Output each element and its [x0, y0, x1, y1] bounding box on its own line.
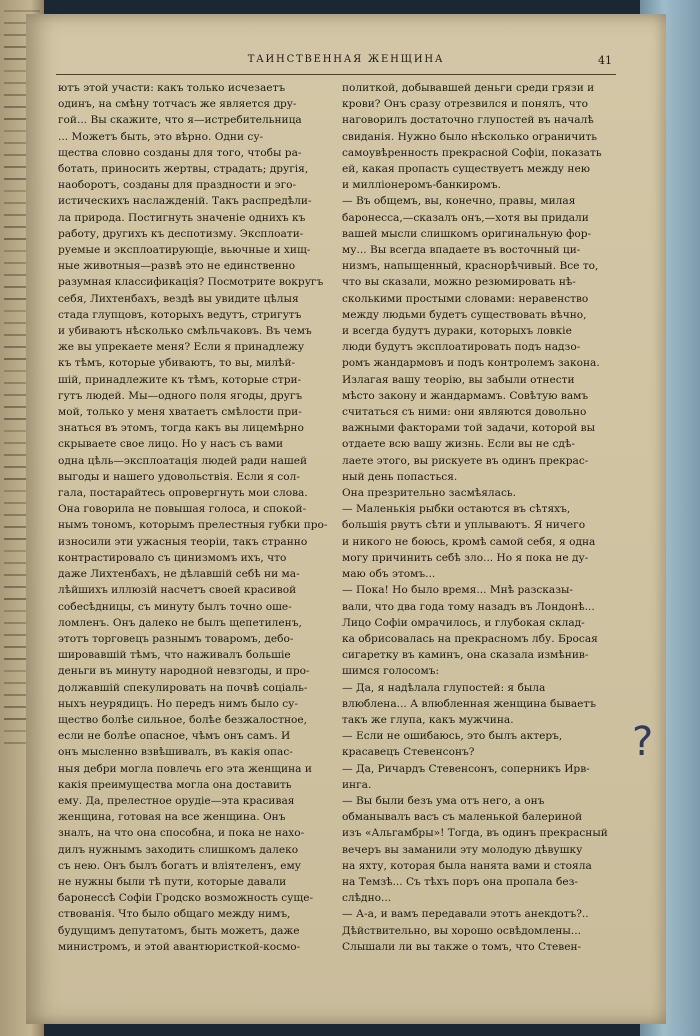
text-line: сигаретку въ каминъ, она сказала измѣнив- — [342, 649, 589, 662]
text-line: ствованія. Что было общаго между нимъ, — [58, 908, 291, 921]
text-line: не нужны были тѣ пути, которые давали — [58, 875, 287, 888]
text-line: му... Вы всегда впадаете въ восточный ци- — [342, 244, 581, 257]
text-line: вечеръ вы заманили эту молодую дѣвушку — [342, 843, 583, 856]
text-line: щества словно созданы для того, чтобы ра- — [58, 146, 302, 159]
text-line: Излагая вашу теорію, вы забыли отнести — [342, 373, 575, 386]
text-line: мой, только у меня хватаетъ смѣлости при- — [58, 406, 302, 419]
text-line: собесѣдницы, съ минуту былъ точно оше- — [58, 600, 292, 613]
text-line: Лицо Софіи омрачилось, и глубокая склад- — [342, 616, 585, 629]
text-line: работу, другихъ къ деспотизму. Эксплоати- — [58, 227, 304, 240]
text-line: гала, постарайтесь опровергнуть мои слова. — [58, 487, 308, 500]
text-line: низмъ, напыщенный, краснорѣчивый. Все то, — [342, 260, 599, 273]
text-line: если не болѣе опасное, чѣмъ онъ самъ. И — [58, 730, 291, 743]
text-line: одинъ, на смѣну тотчасъ же является дру- — [58, 98, 297, 111]
text-line: люди будутъ эксплоатировать подъ надзо- — [342, 341, 581, 354]
text-line: ныя дебри могла повлечь его эта женщина и — [58, 762, 312, 775]
text-line: Она презрительно засмѣялась. — [342, 487, 517, 500]
text-line: стада глупцовъ, которыхъ ведутъ, стригутъ — [58, 308, 302, 321]
text-line: же вы упрекаете меня? Если я принадлежу — [58, 341, 305, 354]
text-line: и никого не боюсь, кромѣ самой себя, я одна — [342, 535, 596, 548]
text-line: вашей мысли слишкомъ оригинальную фор- — [342, 227, 592, 240]
text-line: ныхъ неурядицъ. Но передъ нимъ было су- — [58, 697, 298, 710]
text-line: слѣдно... — [342, 892, 392, 905]
text-line: баронесса,—сказалъ онъ,—хотя вы придали — [342, 211, 589, 224]
text-line: и милліонеромъ-банкиромъ. — [342, 179, 501, 192]
text-line: — Если не ошибаюсь, это былъ актеръ, — [342, 730, 563, 743]
text-line: отдаете всю вашу жизнь. Если вы не сдѣ- — [342, 438, 575, 451]
text-line: обманывалъ васъ съ маленькой балериной — [342, 811, 583, 824]
text-line: ломленъ. Онъ далеко не былъ щепетиленъ, — [58, 616, 302, 629]
text-line: Она говорила не повышая голоса, и спокой- — [58, 503, 307, 516]
text-line: ные животныя—развѣ это не единственно — [58, 260, 296, 273]
previous-page-text-line — [4, 10, 40, 12]
text-line: красавецъ Стевенсонъ? — [342, 746, 475, 759]
text-line: большія рвутъ сѣти и уплываютъ. Я ничего — [342, 519, 586, 532]
text-line: — Пока! Но было время... Мнѣ разсказы- — [342, 584, 574, 597]
text-line: считаться съ ними: они являются довольно — [342, 406, 587, 419]
text-line: лаете этого, вы рискуете въ одинъ прекрас- — [342, 454, 589, 467]
text-line: женщина, готовая на все женщина. Онъ — [58, 811, 286, 824]
text-line: влюблена... А влюбленная женщина бываетъ — [342, 697, 597, 710]
text-line: этотъ торговецъ разнымъ товаромъ, дебо- — [58, 632, 294, 645]
text-line: крови? Онъ сразу отрезвился и понялъ, что — [342, 98, 588, 111]
text-line: важными факторами той задачи, которой вы — [342, 422, 596, 435]
text-line: сколькими простыми словами: неравенство — [342, 292, 589, 305]
header-rule — [56, 74, 616, 75]
text-line: — Да, я надѣлала глупостей: я была — [342, 681, 546, 694]
text-line: изъ «Альгамбры»! Тогда, въ одинъ прекрасный — [342, 827, 608, 840]
text-line: — Въ общемъ, вы, конечно, правы, милая — [342, 195, 576, 208]
text-line: Дѣйствительно, вы хорошо освѣдомлены... — [342, 924, 581, 937]
text-line: ботать, приносить жертвы, страдать; другія, — [58, 163, 309, 176]
text-line: ромъ жандармовъ и подъ контролемъ закона. — [342, 357, 600, 370]
book-page — [26, 14, 666, 1024]
text-line: наоборотъ, созданы для праздности и эго- — [58, 179, 297, 192]
text-line: лѣйшихъ иллюзій насчетъ своей красивой — [58, 584, 297, 597]
text-line: истическихъ наслажденій. Такъ распредѣли- — [58, 195, 312, 208]
text-line: — А-а, и вамъ передавали этотъ анекдотъ?.. — [342, 908, 589, 921]
page-number: 41 — [598, 54, 612, 67]
text-line: баронессѣ Софіи Гродско возможность суще- — [58, 892, 314, 905]
text-line: знаться въ этомъ, тогда какъ вы лицемѣрно — [58, 422, 304, 435]
text-line: маю объ этомъ... — [342, 568, 436, 581]
text-line: зналъ, на что она способна, и пока не нахо- — [58, 827, 305, 840]
text-line: ка обрисовалась на прекрасномъ лбу. Бросая — [342, 632, 598, 645]
text-line: деньги въ минуту народной невзгоды, и про- — [58, 665, 310, 678]
text-line: ей, какая пропасть существуетъ между нею — [342, 163, 590, 176]
text-line: — Да, Ричардъ Стевенсонъ, соперникъ Ирв- — [342, 762, 590, 775]
text-line: и всегда будутъ дураки, которыхъ ловкіе — [342, 325, 572, 338]
text-line: разумная классификація? Посмотрите вокругъ — [58, 276, 324, 289]
running-title: ТАИНСТВЕННАЯ ЖЕНЩИНА — [247, 54, 445, 65]
text-column-left — [58, 80, 330, 1018]
text-line: съ нею. Онъ былъ богатъ и влiятеленъ, ему — [58, 859, 302, 872]
text-line: гой... Вы скажите, что я—истребительница — [58, 114, 302, 127]
text-line: Слышали ли вы также о томъ, что Стевен- — [342, 940, 582, 953]
text-line: политкой, добывавшей деньги среди грязи и — [342, 82, 595, 94]
text-line: что вы сказали, можно резюмировать нѣ- — [342, 276, 576, 289]
text-line: руемые и эксплоатирующіе, вьючные и хищ- — [58, 244, 311, 257]
text-line: нымъ тономъ, которымъ прелестныя губки про- — [58, 519, 328, 532]
text-line: на яхту, которая была нанята вами и стояла — [342, 859, 592, 872]
text-line: къ тѣмъ, которые убиваютъ, то вы, милѣй- — [58, 357, 296, 370]
text-line: самоувѣренность прекрасной Софіи, показать — [342, 146, 602, 159]
text-line: шій, принадлежите къ тѣмъ, которые стри- — [58, 373, 302, 386]
text-line: между людьми будетъ существовать вѣчно, — [342, 308, 587, 321]
text-line: мѣсто закону и жандармамъ. Совѣтую вамъ — [342, 389, 589, 402]
text-line: такъ же глупа, какъ мужчина. — [342, 713, 514, 726]
text-line: какія преимущества могла она доставить — [58, 778, 292, 791]
text-line: должавшій спекулировать на почвѣ соціаль- — [58, 681, 308, 694]
text-line: одна цѣль—эксплоатація людей ради нашей — [58, 454, 308, 467]
text-line: дилъ нужнымъ заходить слишкомъ далеко — [58, 843, 299, 856]
text-line: наговорилъ достаточно глупостей въ началѣ — [342, 114, 594, 127]
text-line: могу причинить себѣ зло... Но я пока не ду- — [342, 551, 589, 564]
text-line: министромъ, и этой авантюристкой-космо- — [58, 940, 301, 953]
text-line: будущимъ депутатомъ, быть можетъ, даже — [58, 924, 300, 937]
text-column-right — [342, 80, 624, 1018]
text-line: щество болѣе сильное, болѣе безжалостное, — [58, 713, 308, 726]
text-line: и убиваютъ нѣсколько смѣльчаковъ. Въ чемъ — [58, 325, 312, 338]
text-line: свиданія. Нужно было нѣсколько ограничить — [342, 130, 598, 143]
text-line: инга. — [342, 778, 372, 791]
text-line: ему. Да, прелестное орудіе—эта красивая — [58, 794, 295, 807]
text-line: ютъ этой участи: какъ только исчезаетъ — [58, 82, 286, 94]
text-line: вали, что два года тому назадъ въ Лондонѣ... — [342, 600, 595, 613]
text-line: ... Можетъ быть, это вѣрно. Одни су- — [58, 130, 264, 143]
text-line: на Темзѣ... Съ тѣхъ поръ она пропала без- — [342, 875, 578, 888]
text-line: — Вы были безъ ума отъ него, а онъ — [342, 794, 545, 807]
text-line: гутъ людей. Мы—одного поля ягоды, другъ — [58, 389, 303, 402]
text-line: износили эти ужасныя теоріи, такъ странно — [58, 535, 308, 548]
text-line: выгоды и нашего удовольствія. Если я сол- — [58, 470, 300, 483]
text-line: онъ мысленно взвѣшивалъ, въ какія опас- — [58, 746, 293, 759]
text-line: даже Лихтенбахъ, не дѣлавшій себѣ ни ма- — [58, 568, 300, 581]
text-line: контрастировало съ цинизмомъ ихъ, что — [58, 551, 287, 564]
text-line: ла природа. Постигнуть значеніе однихъ къ — [58, 211, 306, 224]
text-line: — Маленькія рыбки остаются въ сѣтяхъ, — [342, 503, 571, 516]
text-line: ный день попасться. — [342, 470, 458, 483]
text-line: шимся голосомъ: — [342, 665, 440, 678]
text-line: скрываете свое лицо. Но у насъ съ вами — [58, 438, 284, 451]
text-line: шировавшій тѣмъ, что наживалъ большіе — [58, 649, 291, 662]
margin-pencil-mark: ? — [632, 719, 654, 765]
text-line: себя, Лихтенбахъ, вездѣ вы увидите цѣлыя — [58, 292, 299, 305]
